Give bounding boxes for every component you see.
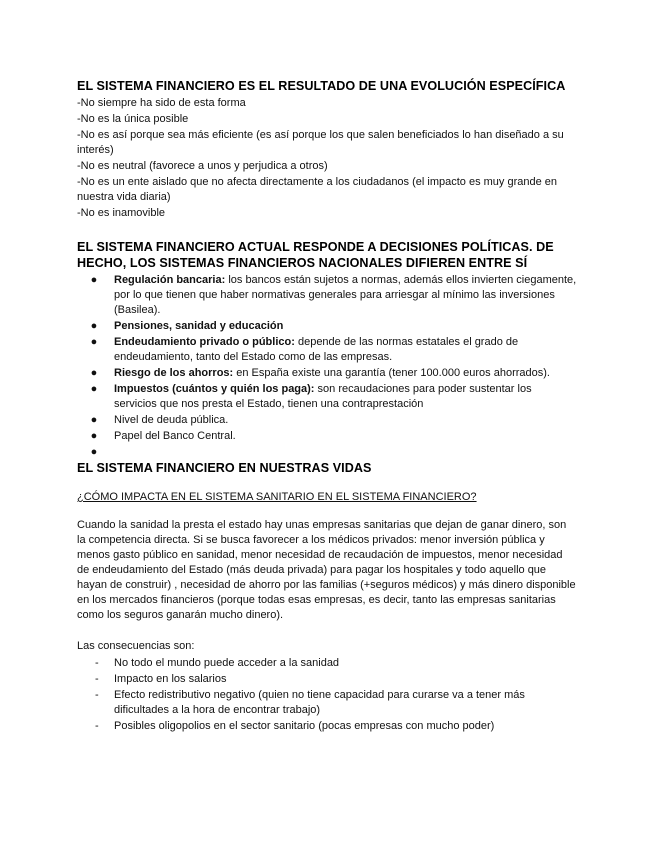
dash-marker: - <box>95 720 99 732</box>
bullet-item <box>77 413 577 428</box>
section1-line: -No siempre ha sido de esta forma <box>77 97 246 109</box>
dash-marker: - <box>95 689 99 701</box>
bullet-icon: ● <box>90 367 98 379</box>
section1-list <box>77 96 577 221</box>
consequence-item <box>77 656 577 671</box>
section3-heading: EL SISTEMA FINANCIERO EN NUESTRAS VIDAS <box>77 461 372 475</box>
section2-bullet-list <box>77 273 577 459</box>
bullet-icon: ● <box>90 446 98 458</box>
bullet-item-text: en España existe una garantía (tener 100.000 euros ahorrados). <box>233 367 550 379</box>
consequence-item <box>77 672 577 687</box>
bullet-item <box>77 319 577 334</box>
consequence-text: Posibles oligopolios en el sector sanitario (pocas empresas con mucho poder) <box>114 720 495 732</box>
consequences-intro: Las consecuencias son: <box>77 640 195 652</box>
bullet-item-bold: Regulación bancaria: <box>114 274 226 286</box>
bullet-icon: ● <box>90 336 98 348</box>
bullet-item-text: son recaudaciones para poder sustentar los servicios que nos presta el Estado, tienen una contraprestación <box>114 383 532 410</box>
bullet-item-text: Nivel de deuda pública. <box>114 414 229 426</box>
bullet-item-bold: Riesgo de los ahorros: <box>114 367 234 379</box>
bullet-item-bold: Endeudamiento privado o público: <box>114 336 295 348</box>
bullet-item-bold: Pensiones, sanidad y educación <box>114 320 284 332</box>
dash-marker: - <box>95 673 99 685</box>
section1-line: -No es neutral (favorece a unos y perjudica a otros) <box>77 160 328 172</box>
section1-line: -No es así porque sea más eficiente (es así porque los que salen beneficiados lo han diseñado a su interés) <box>77 129 564 156</box>
bullet-item-empty <box>77 445 577 459</box>
consequence-text: No todo el mundo puede acceder a la sanidad <box>114 657 340 669</box>
section3-paragraph: Cuando la sanidad la presta el estado hay unas empresas sanitarias que dejan de ganar dinero, son la competencia directa. Si se busca favorecer a los médicos privados: menor inversión pública y menos gasto público en sanidad, menor necesidad de recaudación de impuestos, menor necesidad de endeudamiento del Estado (más deuda privada) para pagar los hospitales y todo aquello que hayan de construir) , necesidad de ahorro por las familias (+seguros médicos) y más dinero disponible en los mercados financieros (porque todas esas empresas, es decir, tanto las empresas sanitarias como los seguros ganarán mucho dinero). <box>77 519 576 621</box>
bullet-item-text: los bancos están sujetos a normas, además ellos invierten ciegamente, por lo que tienen que haber normativas generales para arriesgar al mínimo las inversiones (Basilea). <box>114 274 577 316</box>
bullet-icon: ● <box>90 430 98 442</box>
bullet-item <box>77 335 577 365</box>
bullet-item <box>77 273 577 318</box>
bullet-item <box>77 382 577 412</box>
document-content <box>77 78 577 735</box>
section1-line: -No es la única posible <box>77 113 189 125</box>
section1-line: -No es un ente aislado que no afecta directamente a los ciudadanos (el impacto es muy grande en nuestra vida diaria) <box>77 176 558 203</box>
bullet-item <box>77 366 577 381</box>
consequence-item <box>77 719 577 734</box>
spacer <box>77 222 577 239</box>
consequence-text: Efecto redistributivo negativo (quien no tiene capacidad para curarse va a tener más dificultades a la hora de encontrar trabajo) <box>114 689 525 716</box>
consequence-item <box>77 688 577 718</box>
section1-line: -No es inamovible <box>77 207 166 219</box>
bullet-item-text: Papel del Banco Central. <box>114 430 236 442</box>
bullet-icon: ● <box>90 320 98 332</box>
bullet-icon: ● <box>90 414 98 426</box>
consequences-list <box>77 656 577 734</box>
consequence-text: Impacto en los salarios <box>114 673 227 685</box>
bullet-icon: ● <box>90 274 98 286</box>
section3-subheading: ¿CÓMO IMPACTA EN EL SISTEMA SANITARIO EN EL SISTEMA FINANCIERO? <box>77 491 477 503</box>
dash-marker: - <box>95 657 99 669</box>
bullet-icon: ● <box>90 383 98 395</box>
bullet-item-bold: Impuestos (cuántos y quién los paga): <box>114 383 315 395</box>
section2-heading: EL SISTEMA FINANCIERO ACTUAL RESPONDE A DECISIONES POLÍTICAS. DE HECHO, LOS SISTEMAS FINANCIEROS NACIONALES DIFIEREN ENTRE SÍ <box>77 240 554 270</box>
section1-heading: EL SISTEMA FINANCIERO ES EL RESULTADO DE UNA EVOLUCIÓN ESPECÍFICA <box>77 79 566 93</box>
bullet-item <box>77 429 577 444</box>
bullet-item-text: depende de las normas estatales el grado de endeudamiento, tanto del Estado como de las empresas. <box>114 336 519 363</box>
